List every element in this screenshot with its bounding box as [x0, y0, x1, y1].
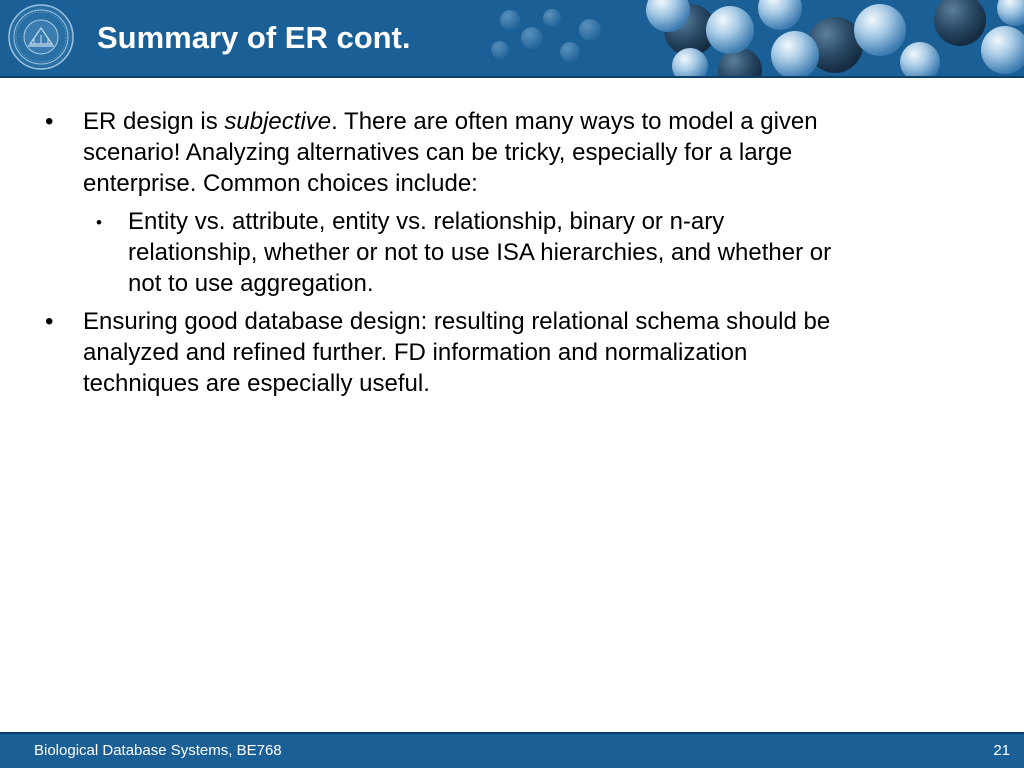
bullet-item: [40, 106, 990, 199]
footer-bar: [0, 732, 1024, 768]
bullet-dot: •: [45, 108, 54, 135]
bullet-line: ER design is subjective. There are often many ways to model a given: [83, 108, 818, 135]
emphasis-text: subjective: [224, 108, 332, 135]
slide-body: [40, 106, 990, 406]
bullet-item: [40, 306, 990, 399]
bullet-line: scenario! Analyzing alternatives can be tricky, especially for a large: [83, 139, 793, 166]
slide-number: 21: [993, 742, 1010, 759]
sub-bullet-line: relationship, whether or not to use ISA hierarchies, and whether or: [128, 239, 832, 266]
bullet-line: Ensuring good database design: resulting relational schema should be: [83, 308, 831, 335]
sub-bullet-dot: •: [96, 213, 102, 232]
sub-bullet-line: not to use aggregation.: [128, 270, 374, 297]
seal-container: [0, 0, 86, 76]
bullet-dot: •: [45, 308, 54, 335]
bullet-line: enterprise. Common choices include:: [83, 170, 478, 197]
university-seal-icon: [8, 4, 74, 70]
header-banner: [0, 0, 1024, 78]
sub-bullet-line: Entity vs. attribute, entity vs. relationship, binary or n-ary: [128, 208, 725, 235]
molecule-spheres-graphic: [440, 0, 1024, 76]
bullet-line: analyzed and refined further. FD information and normalization: [83, 339, 748, 366]
sub-bullet-item: [40, 206, 990, 299]
footer-course-title: Biological Database Systems, BE768: [34, 742, 282, 759]
slide-title: Summary of ER cont.: [97, 20, 411, 55]
bullet-line: techniques are especially useful.: [83, 370, 430, 397]
